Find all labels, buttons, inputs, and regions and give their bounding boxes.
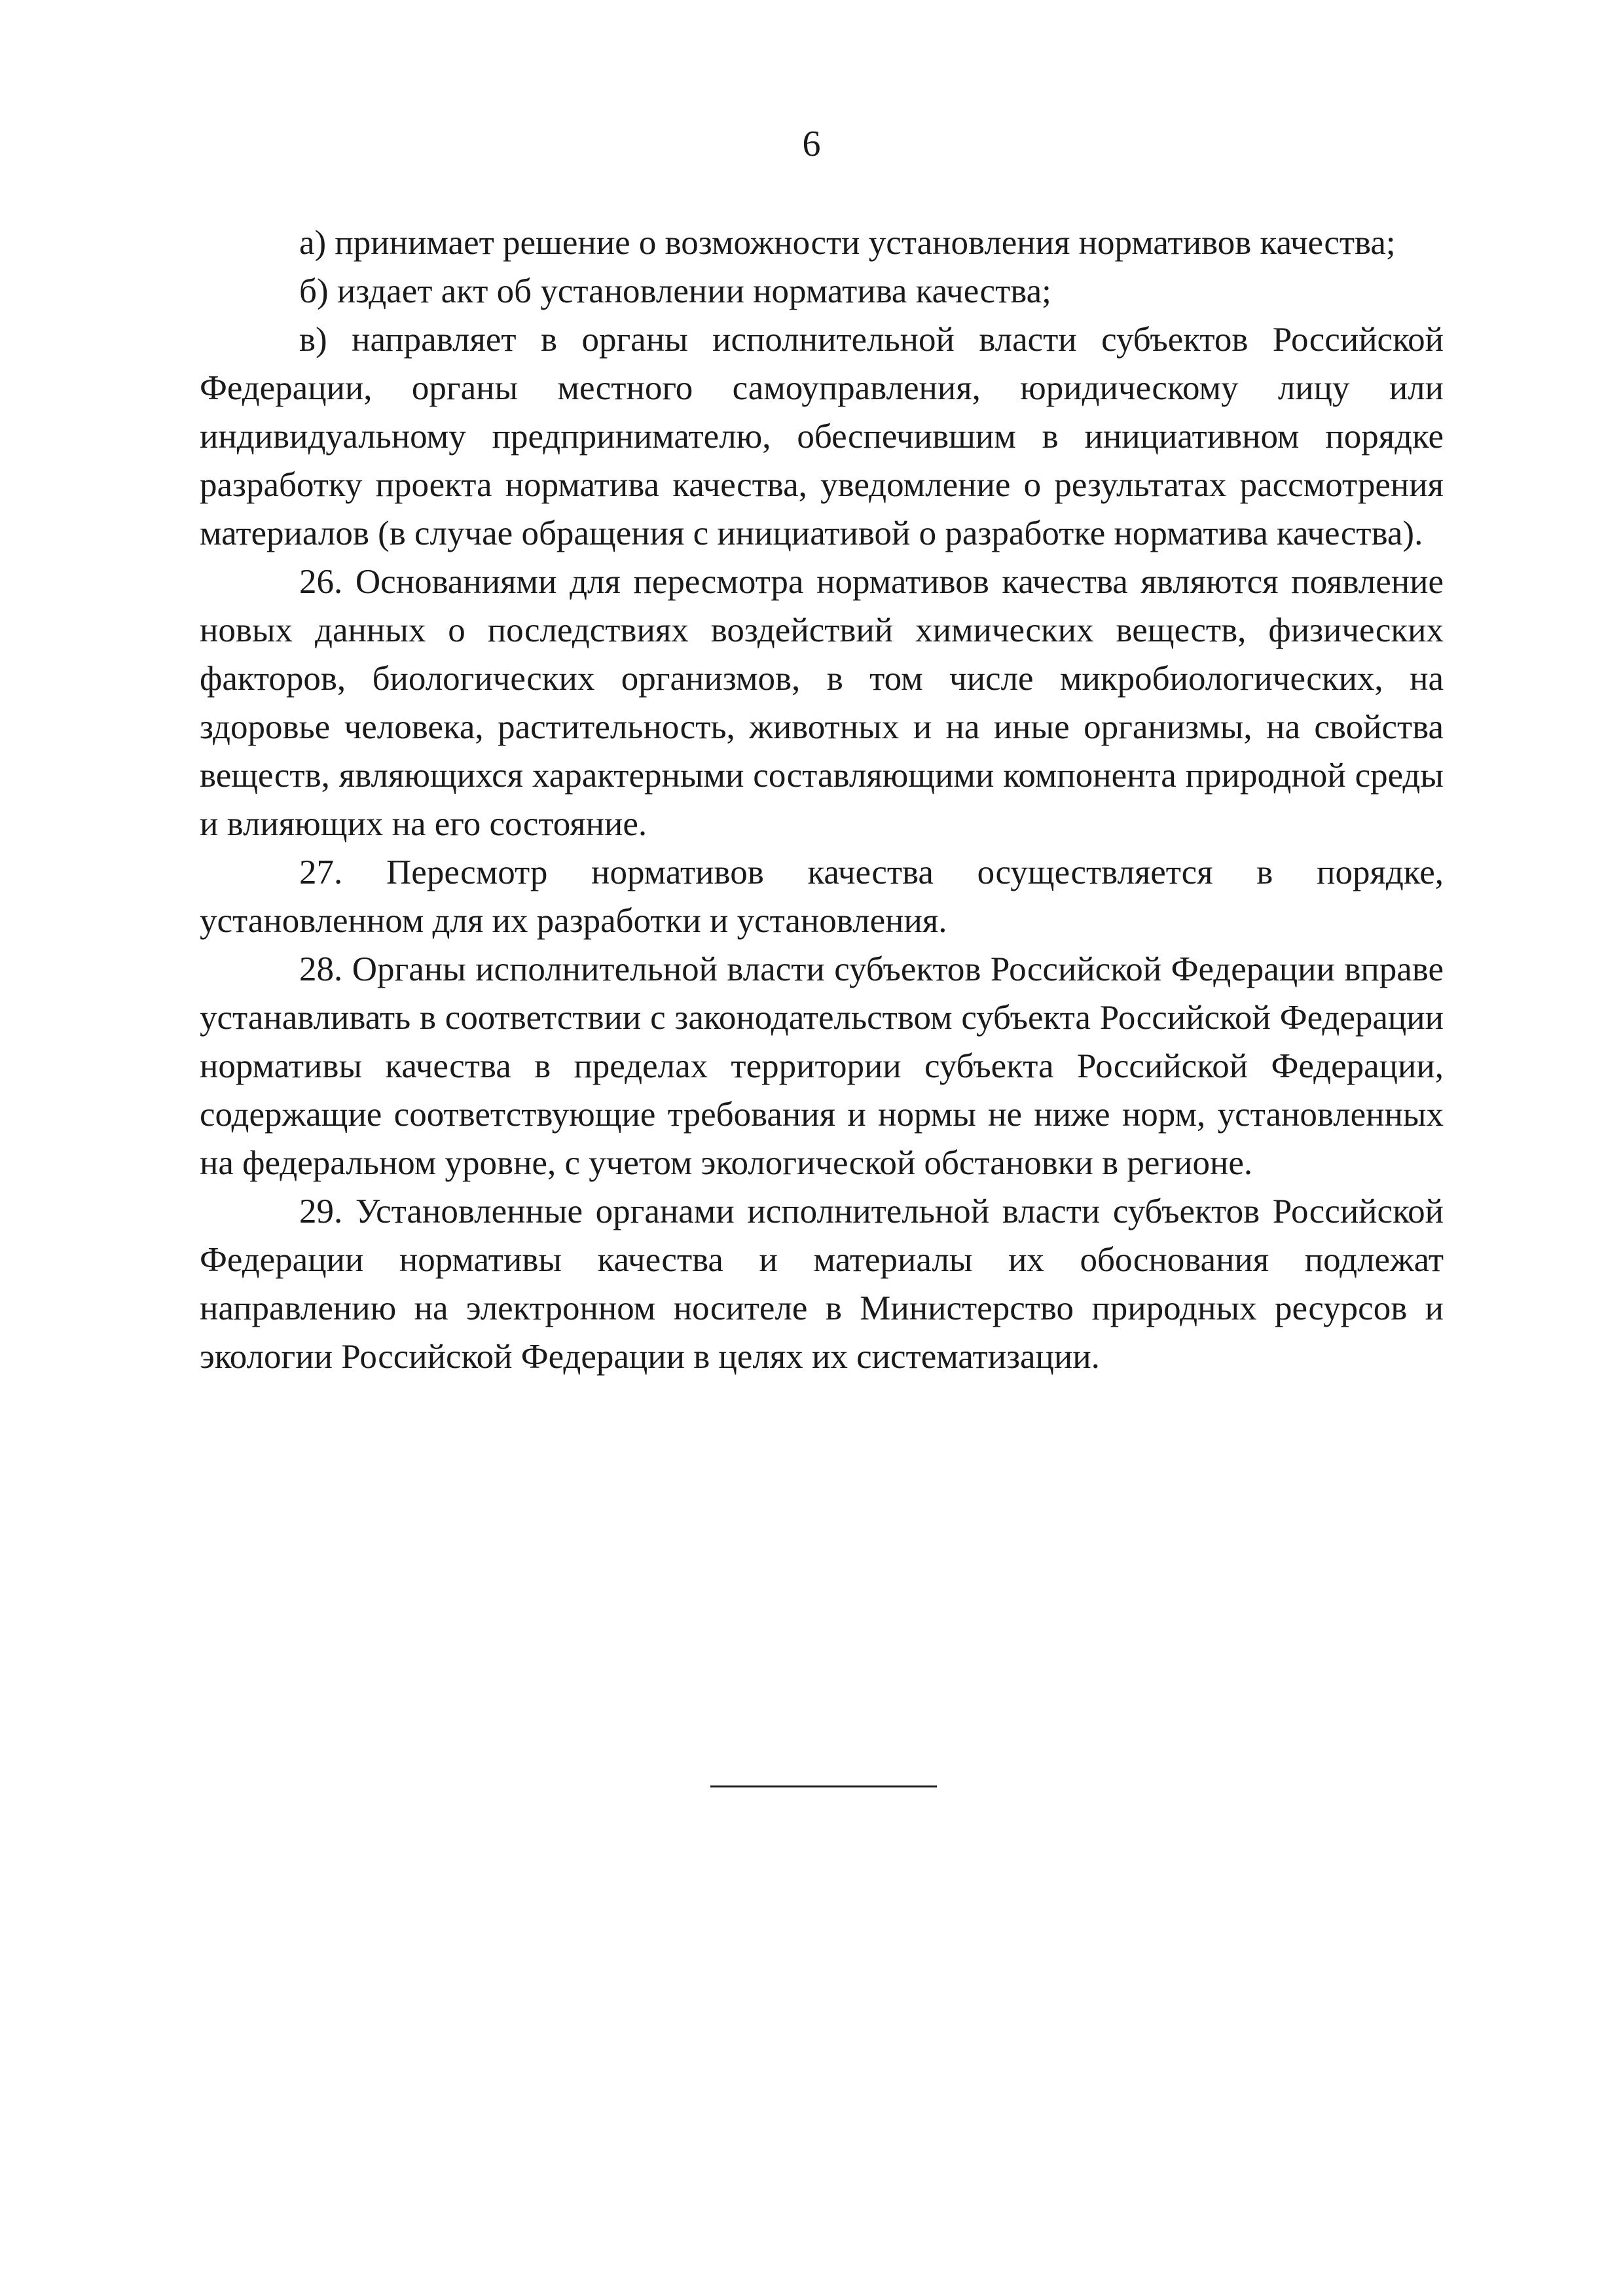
page-number: 6 [802, 124, 821, 164]
end-of-document-rule [710, 1785, 937, 1787]
paragraph-29: 29. Установленные органами исполнительной власти субъектов Российской Федерации нормативы качества и материалы их обоснования подлежат направлению на электронном носителе в Министерство природных ресурсов и экологии Российской Федерации в целях их систематизации. [200, 1193, 1444, 1376]
paragraph-a: а) принимает решение о возможности установления нормативов качества; [299, 224, 1396, 262]
paragraph-b: б) издает акт об установлении норматива качества; [299, 272, 1051, 310]
paragraph-27: 27. Пересмотр нормативов качества осуществляется в порядке, установленном для их разработки и установления. [200, 853, 1444, 940]
paragraph-26: 26. Основаниями для пересмотра нормативов качества являются появление новых данных о последствиях воздействий химических веществ, физических факторов, биологических организмов, в том числе микробиологических, на здоровье человека, растительность, животных и на иные организмы, на свойства веществ, являющихся характерными составляющими компонента природной среды и влияющих на его состояние. [200, 563, 1444, 843]
paragraph-28: 28. Органы исполнительной власти субъектов Российской Федерации вправе устанавливать в соответствии с законодательством субъекта Российской Федерации нормативы качества в пределах территории субъекта Российской Федерации, содержащие соответствующие требования и нормы не ниже норм, установленных на федеральном уровне, с учетом экологической обстановки в регионе. [200, 950, 1444, 1182]
paragraph-v: в) направляет в органы исполнительной власти субъектов Российской Федерации, органы местного самоуправления, юридическому лицу или индивидуальному предпринимателю, обеспечившим в инициативном порядке разработку проекта норматива качества, уведомление о результатах рассмотрения материалов (в случае обращения с инициативой о разработке норматива качества). [200, 321, 1444, 552]
document-body [200, 219, 1444, 1381]
